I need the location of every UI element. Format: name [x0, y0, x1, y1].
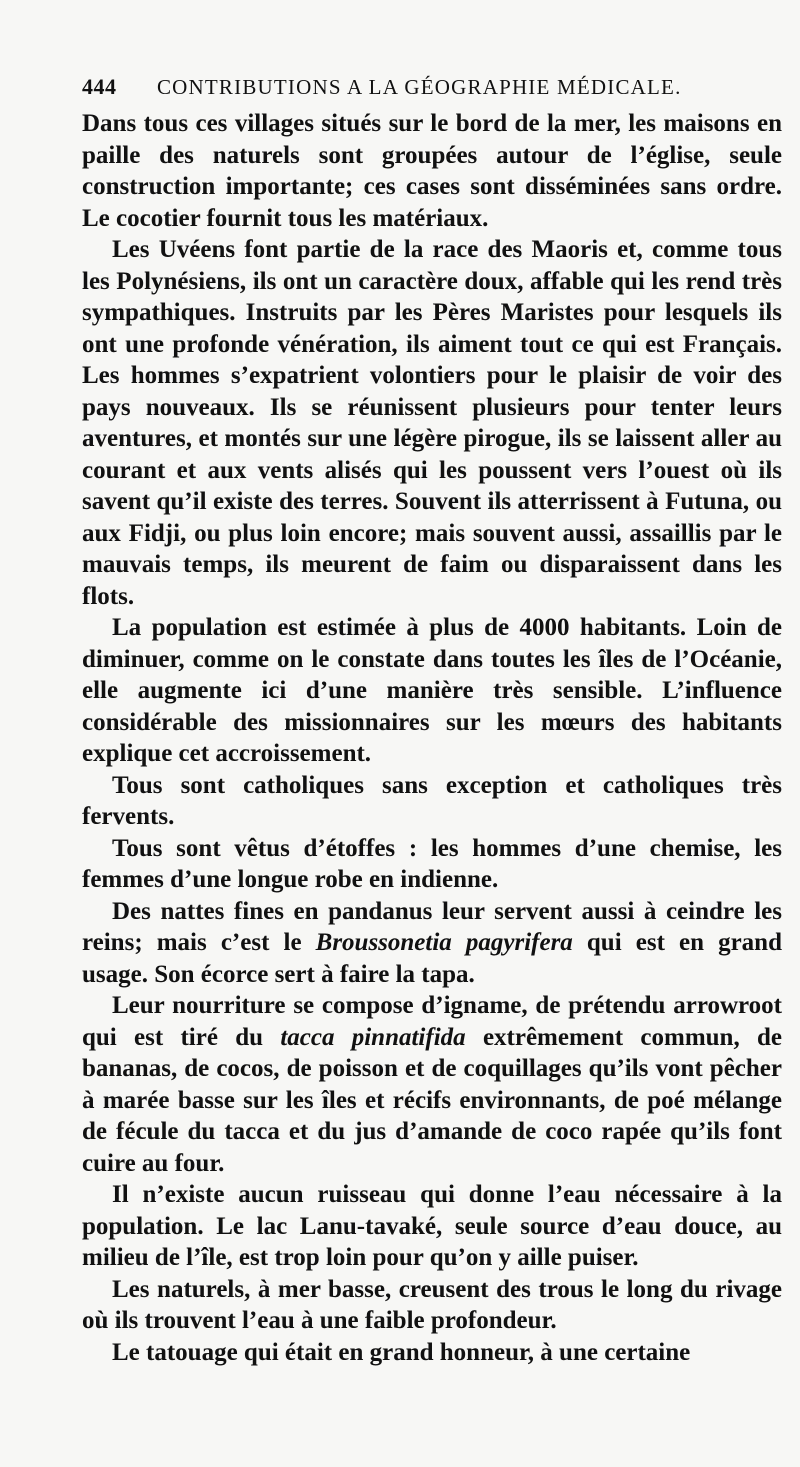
paragraph-text: Des nattes fines en pandanus leur servent aussi à ceindre les reins; mais c’est le	[82, 897, 782, 956]
italic-term: tacca pinnatifida	[280, 1023, 466, 1051]
paragraph-text: Il n’existe aucun ruisseau qui donne l’eau nécessaire à la population. Le lac Lanu-tavaké, seule source d’eau douce, au milieu de l’île, est trop loin pour qu’on y aille puiser.	[82, 1181, 782, 1271]
italic-term: Broussonetia pagyrifera	[315, 929, 573, 956]
paragraph	[82, 108, 782, 234]
paragraph	[82, 896, 782, 991]
paragraph-text: Les naturels, à mer basse, creusent des trous le long du rivage où ils trouvent l’eau à une faible profondeur.	[82, 1275, 782, 1334]
page-number: 444	[82, 74, 117, 99]
paragraph	[82, 833, 782, 896]
paragraph	[82, 612, 782, 770]
paragraph	[82, 990, 782, 1179]
paragraph	[82, 1274, 782, 1337]
paragraph-text: La population est estimée à plus de 4000 habitants. Loin de diminuer, comme on le constate dans toutes les îles de l’Océanie, elle augmente ici d’une manière très sensible. L’influence considérable des missionnaires sur les mœurs des habitants explique cet accroissement.	[82, 614, 782, 767]
paragraph-text: Les Uvéens font partie de la race des Maoris et, comme tous les Polynésiens, ils ont un caractère doux, affable qui les rend très sympathiques. Instruits par les Pères Maristes pour lesquels ils ont une profonde vénération, ils aiment tout ce qui est Français. Les hommes s’expatrient volontiers pour le plaisir de voir des pays nouveaux. Ils se réunissent plusieurs pour tenter leurs aventures, et montés sur une légère pirogue, ils se laissent aller au courant et aux vents alisés qui les poussent vers l’ouest où ils savent qu’il existe des terres. Souvent ils atterrissent à Futuna, ou aux Fidji, ou plus loin encore; mais souvent aussi, assaillis par le mauvais temps, ils meurent de faim ou disparaissent dans les flots.	[82, 236, 782, 610]
page-header	[82, 74, 782, 108]
paragraph	[82, 1337, 782, 1369]
paragraph-text: Tous sont catholiques sans exception et catholiques très fervents.	[82, 771, 782, 830]
paragraph-text: qui est en grand usage. Son écorce sert à faire la tapa.	[82, 929, 782, 988]
paragraph-text: Dans tous ces villages situés sur le bord de la mer, les maisons en paille des naturels sont groupées autour de l’église, seule construction importante; ces cases sont disséminées sans ordre. Le cocotier fournit tous les matériaux.	[82, 110, 782, 232]
body-text	[82, 108, 782, 1368]
running-title: CONTRIBUTIONS A LA GÉOGRAPHIE MÉDICALE.	[156, 75, 682, 99]
paragraph-text: Tous sont vêtus d’étoffes : les hommes d’une chemise, les femmes d’une longue robe en indienne.	[82, 834, 782, 893]
paragraph	[82, 234, 782, 612]
paragraph-text: extrêmement commun, de bananas, de cocos, de poisson et de coquillages qu’ils vont pêcher à marée basse sur les îles et récifs environnants, de poé mélange de fécule du tacca et du jus d’amande de coco rapée qu’ils font cuire au four.	[82, 1023, 782, 1177]
paragraph	[82, 1179, 782, 1274]
paragraph-text: Leur nourriture se compose d’igname, de prétendu arrowroot qui est tiré du	[82, 992, 782, 1051]
paragraph-text: Le tatouage qui était en grand honneur, à une certaine	[112, 1338, 691, 1366]
paragraph	[82, 770, 782, 833]
